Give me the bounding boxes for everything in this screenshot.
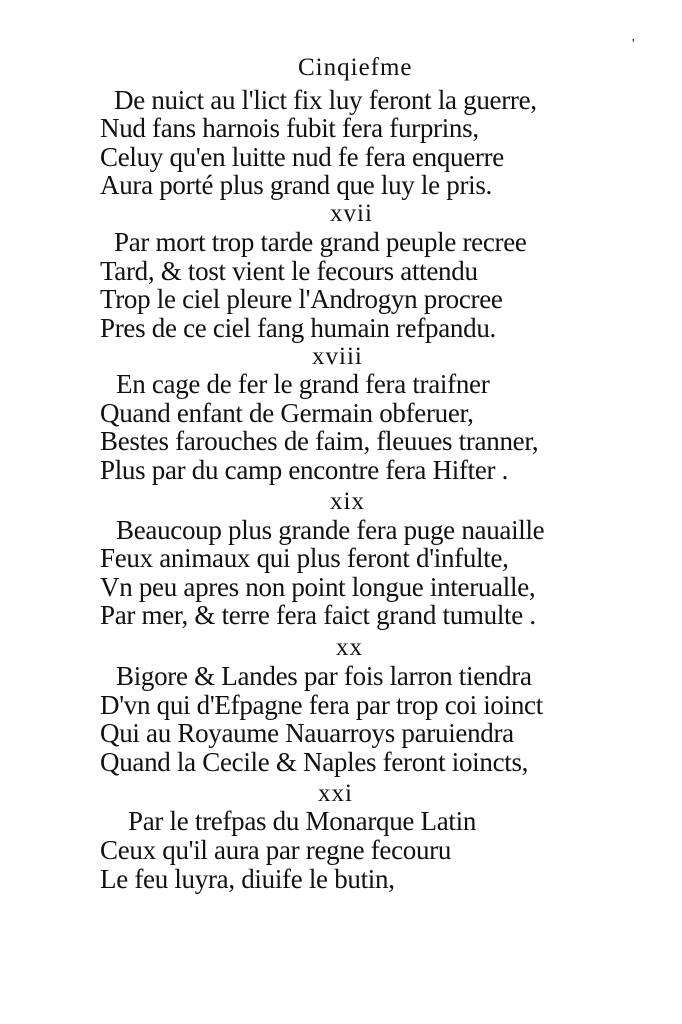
verse-line: Tard, & tost vient le fecours attendu	[100, 256, 478, 286]
verse-line: Bigore & Landes par fois larron tiendra	[116, 661, 532, 691]
running-head: Cinqiefme	[298, 54, 413, 81]
verse-line: Vn peu apres non point longue interualle,	[100, 572, 536, 602]
verse-line: D'vn qui d'Efpagne fera par trop coi ioinct	[100, 690, 543, 720]
stanza-number: xviii	[312, 343, 363, 370]
verse-line: De nuict au l'lict fix luy feront la guerre,	[114, 85, 537, 115]
verse-line: Ceux qu'il aura par regne fecouru	[100, 835, 452, 865]
verse-line: Celuy qu'en luitte nud fe fera enquerre	[100, 142, 504, 172]
verse-line: Par mer, & terre fera faict grand tumulte .	[100, 600, 536, 630]
verse-line: Bestes farouches de faim, fleuues tranner,	[100, 426, 539, 456]
stanza-number: xx	[336, 634, 363, 661]
verse-line: Quand la Cecile & Naples feront ioincts,	[100, 747, 529, 777]
verse-line: Trop le ciel pleure l'Androgyn procree	[100, 284, 503, 314]
stanza-number: xix	[330, 488, 365, 515]
verse-line: Qui au Royaume Nauarroys paruiendra	[100, 718, 514, 748]
verse-line: Nud fans harnois fubit fera furprins,	[100, 113, 479, 143]
stanza-number: xxi	[318, 780, 353, 807]
corner-mark: '	[632, 37, 635, 52]
verse-line: Par le trefpas du Monarque Latin	[128, 806, 477, 836]
verse-line: Pres de ce ciel fang humain refpandu.	[100, 313, 496, 343]
verse-line: Plus par du camp encontre fera Hifter .	[100, 455, 509, 485]
verse-line: Beaucoup plus grande fera puge nauaille	[116, 515, 545, 545]
verse-line: Quand enfant de Germain obferuer,	[100, 398, 474, 428]
verse-line: Feux animaux qui plus feront d'infulte,	[100, 543, 509, 573]
verse-line: Aura porté plus grand que luy le pris.	[100, 170, 493, 200]
verse-line: Par mort trop tarde grand peuple recree	[114, 227, 527, 257]
verse-line: Le feu luyra, diuife le butin,	[100, 864, 395, 894]
stanza-number: xvii	[330, 200, 373, 227]
verse-line: En cage de fer le grand fera traifner	[116, 369, 490, 399]
